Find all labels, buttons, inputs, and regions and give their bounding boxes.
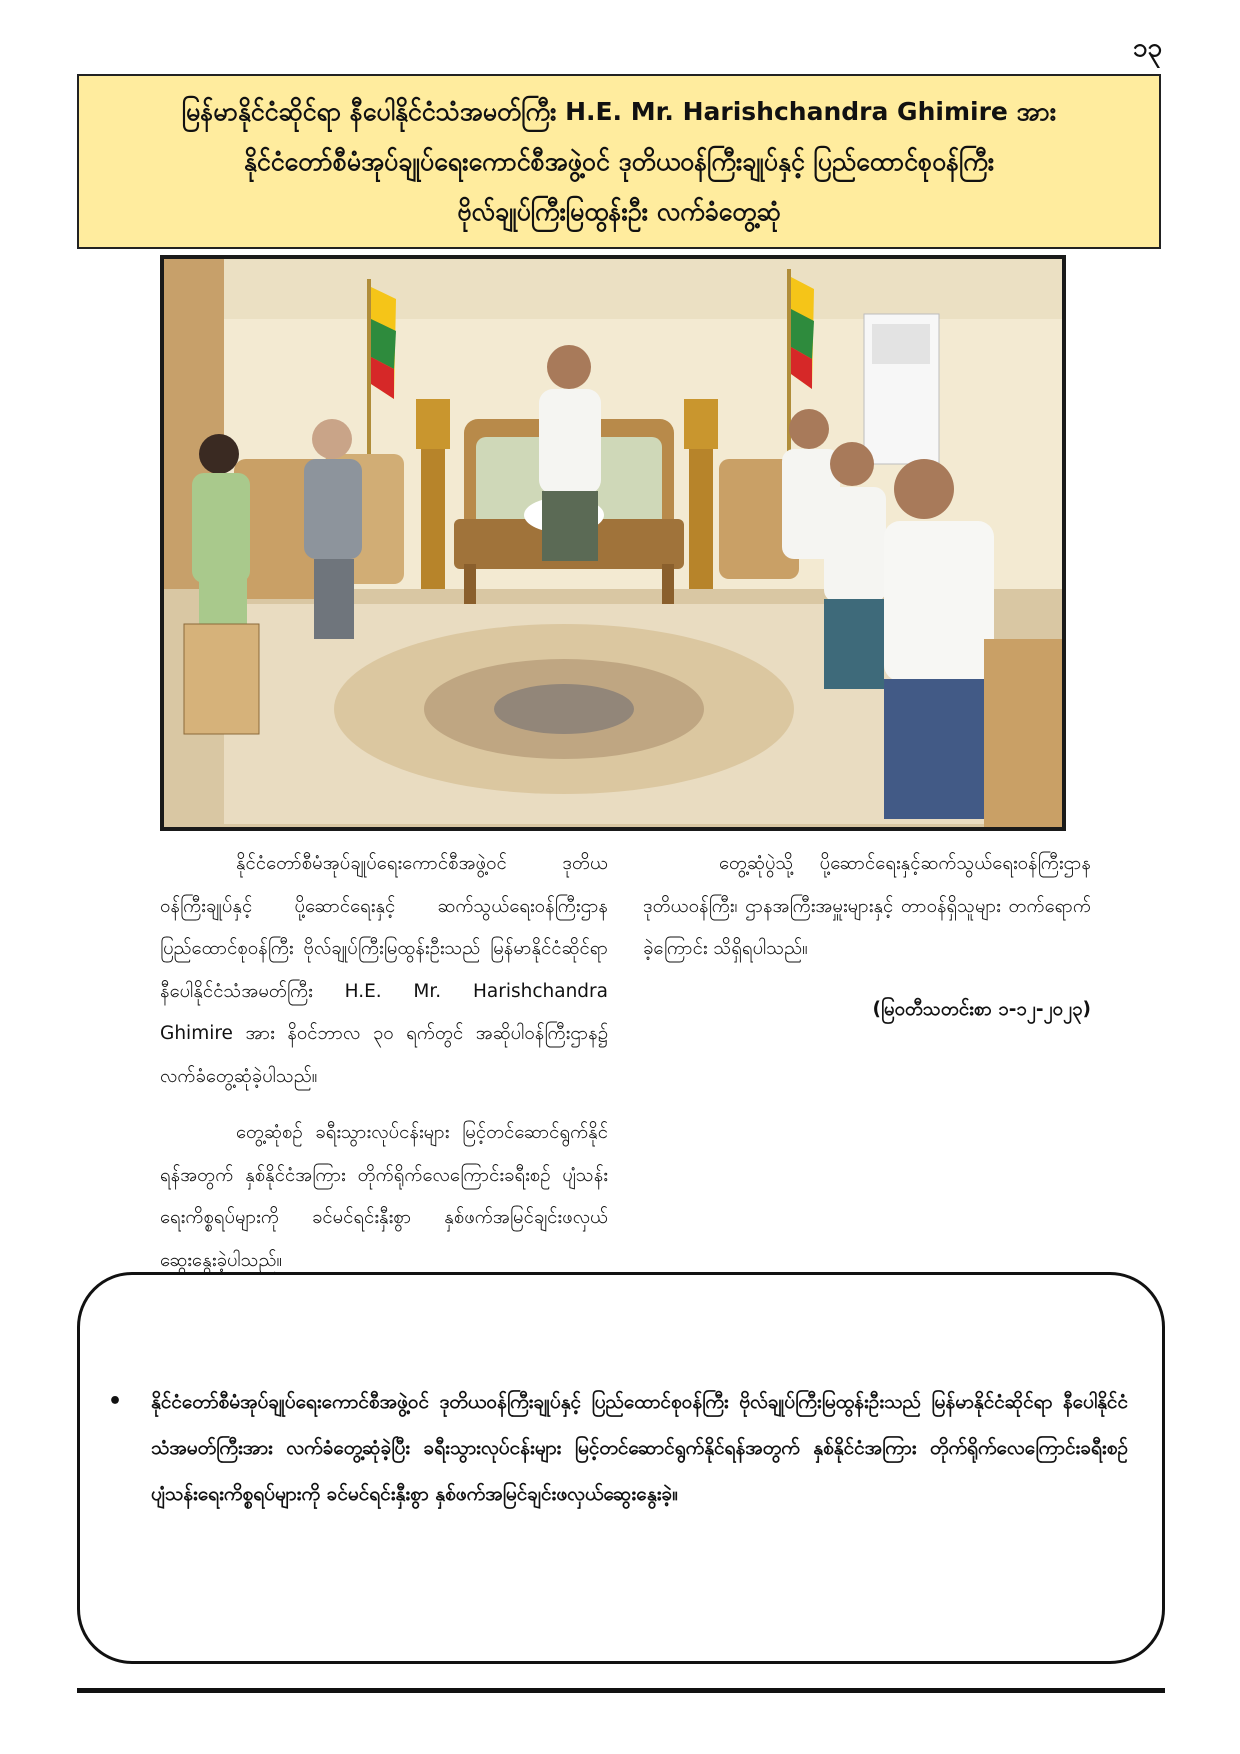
summary-box (77, 1272, 1165, 1664)
meeting-photo (160, 255, 1066, 831)
headline-box (77, 74, 1161, 249)
summary-list (108, 1379, 1128, 1517)
article-column-right (643, 843, 1091, 1045)
summary-text: နိုင်ငံတော်စီမံအုပ်ချုပ်ရေးကောင်စီအဖွဲ့ဝင် ဒုတိယဝန်ကြီးချုပ်နှင့် ပြည်ထောင်စုဝန်ကြီး ဗိုလ်ချုပ်ကြီးမြထွန်းဦးသည် မြန်မာနိုင်ငံဆိုင်ရာ နီပေါနိုင်ငံသံအမတ်ကြီးအား လက်ခံတွေ့ဆုံခဲ့ပြီး ခရီးသွားလုပ်ငန်းများ မြင့်တင်ဆောင်ရွက်နိုင်ရန်အတွက် နှစ်နိုင်ငံအကြား တိုက်ရိုက်လေကြောင်းခရီးစဉ် ပျံသန်းရေးကိစ္စရပ်များကို ခင်မင်ရင်းနှီးစွာ နှစ်ဖက်အမြင်ချင်းဖလှယ်ဆွေးနွေးခဲ့။ (151, 1391, 1128, 1505)
article-paragraph-2: တွေ့ဆုံစဉ် ခရီးသွားလုပ်ငန်းများ မြင့်တင်ဆောင်ရွက်နိုင်ရန်အတွက် နှစ်နိုင်ငံအကြား တိုက်ရိုက်လေကြောင်းခရီးစဉ် ပျံသန်းရေးကိစ္စရပ်များကို ခင်မင်ရင်းနှီးစွာ နှစ်ဖက်အမြင်ချင်းဖလှယ် ဆွေးနွေးခဲ့ပါသည်။ (160, 1122, 608, 1271)
article-column-left (160, 843, 608, 1296)
article-source: (မြဝတီသတင်းစာ ၁-၁၂-၂၀၂၃) (872, 998, 1091, 1020)
page-number: ၁၃ (1132, 33, 1162, 63)
bullet-icon: • (108, 1389, 123, 1414)
headline-line-2: နိုင်ငံတော်စီမံအုပ်ချုပ်ရေးကောင်စီအဖွဲ့ဝင် ဒုတိယဝန်ကြီးချုပ်နှင့် ပြည်ထောင်စုဝန်ကြီး (243, 146, 995, 176)
article-paragraph-3: တွေ့ဆုံပွဲသို့ ပို့ဆောင်ရေးနှင့်ဆက်သွယ်ရေးဝန်ကြီးဌာန ဒုတိယဝန်ကြီး၊ ဌာနအကြီးအမှူးများနှင့် တာဝန်ရှိသူများ တက်ရောက်ခဲ့ကြောင်း သိရှိရပါသည်။ (643, 853, 1091, 959)
article-paragraph-1: နိုင်ငံတော်စီမံအုပ်ချုပ်ရေးကောင်စီအဖွဲ့ဝင် ဒုတိယဝန်ကြီးချုပ်နှင့် ပို့ဆောင်ရေးနှင့် ဆက်သွယ်ရေးဝန်ကြီးဌာန ပြည်ထောင်စုဝန်ကြီး ဗိုလ်ချုပ်ကြီးမြထွန်းဦးသည် မြန်မာနိုင်ငံဆိုင်ရာ နီပေါနိုင်ငံသံအမတ်ကြီး H.E. Mr. Harishchandra Ghimire အား နိဝင်ဘာလ ၃၀ ရက်တွင် အဆိုပါဝန်ကြီးဌာန၌ လက်ခံတွေ့ဆုံခဲ့ပါသည်။ (160, 853, 608, 1087)
headline-line-1: မြန်မာနိုင်ငံဆိုင်ရာ နီပေါနိုင်ငံသံအမတ်ကြီး H.E. Mr. Harishchandra Ghimire အား (181, 96, 1057, 126)
headline-line-3: ဗိုလ်ချုပ်ကြီးမြထွန်းဦး လက်ခံတွေ့ဆုံ (457, 196, 781, 226)
summary-item (108, 1379, 1128, 1517)
meeting-photo-illustration (164, 259, 1062, 827)
footer-rule (77, 1688, 1165, 1693)
